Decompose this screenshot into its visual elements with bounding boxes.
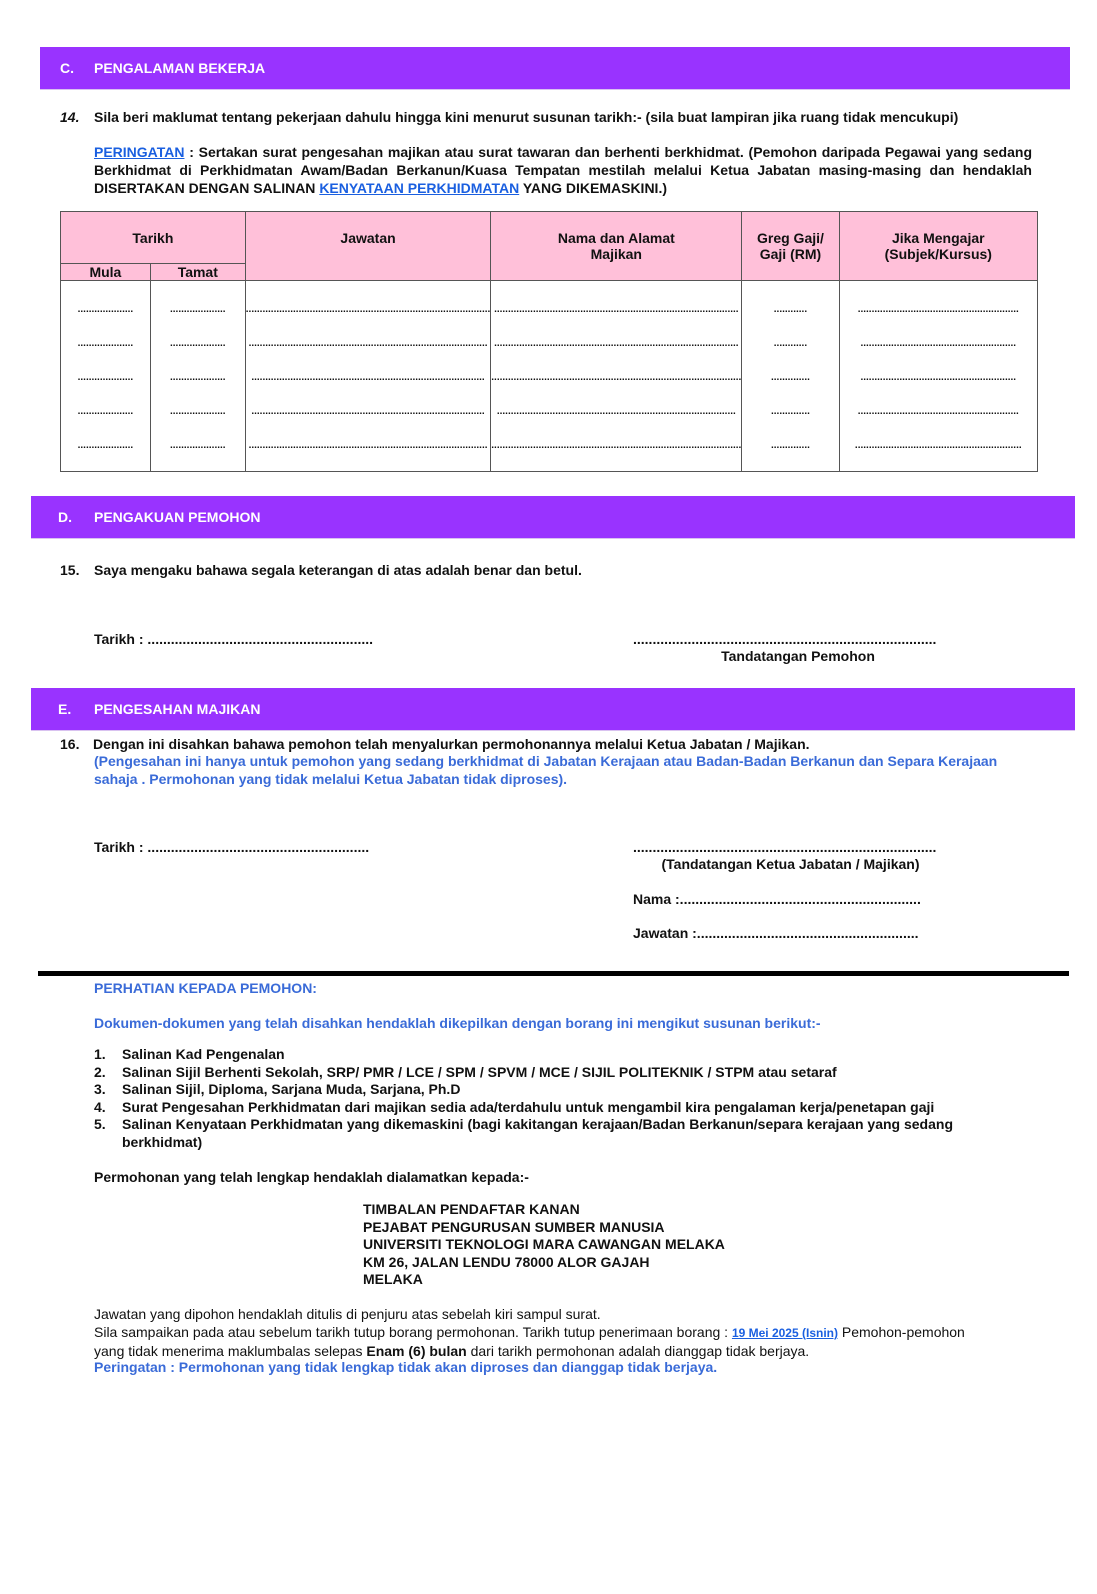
list-number: 2. (94, 1063, 106, 1080)
section-c-header (40, 47, 1070, 89)
header-tamat: Tamat (150, 264, 245, 281)
employer-signature-line[interactable]: .............................................................................. (633, 839, 937, 855)
deadline-paragraph (94, 1323, 984, 1360)
list-item (94, 1081, 1024, 1099)
question-number: 14. (60, 109, 80, 125)
header-mengajar: Jika Mengajar (Subjek/Kursus) (839, 212, 1037, 281)
deadline-text-end: dari tarikh permohonan adalah dianggap tidak berjaya. (466, 1343, 810, 1359)
envelope-note: Jawatan yang dipohon hendaklah ditulis di penjuru atas sebelah kiri sampul surat. (94, 1306, 601, 1322)
applicant-signature-line[interactable]: .............................................................................. (633, 631, 937, 647)
list-text: Salinan Kad Pengenalan (122, 1046, 285, 1062)
tamat-field[interactable]: .................... (170, 440, 226, 451)
mula-field[interactable]: .................... (77, 338, 134, 349)
peringatan-link[interactable]: PERINGATAN (94, 144, 185, 160)
header-mula: Mula (61, 264, 151, 281)
address-intro: Permohonan yang telah lengkap hendaklah dialamatkan kepada:- (94, 1169, 529, 1185)
applicant-date-field[interactable]: Tarikh : .......................................................... (94, 631, 374, 647)
employer-name-field[interactable]: Nama :.............................................................. (633, 891, 921, 907)
header-gaji: Greg Gaji/ Gaji (RM) (742, 212, 839, 281)
list-item (94, 1064, 1024, 1082)
list-number: 5. (94, 1116, 106, 1132)
majikan-field[interactable]: ...................................................................................... (496, 406, 736, 417)
list-text: Salinan Sijil, Diploma, Sarjana Muda, Sarjana, Ph.D (122, 1081, 461, 1097)
question-number: 15. (60, 562, 80, 578)
warning-paragraph (94, 143, 1032, 197)
section-title: PENGALAMAN BEKERJA (94, 60, 266, 76)
mula-column (61, 281, 151, 472)
jawatan-field[interactable]: .................................................................................... (251, 406, 485, 417)
warning-text: : Sertakan surat pengesahan majikan atau surat tawaran dan berhenti berkhidmat. (Pemohon daripada Pegawai yang sedang Berkhidmat di Perkhidmatan Awam/Badan Berkanun/Kuasa Tempatan mestilah melalui Ketua Jabatan masing-masing dan hendaklah DISERTAKAN DENGAN SALINAN (94, 144, 1032, 196)
address-line: KM 26, JALAN LENDU 78000 ALOR GAJAH (363, 1253, 650, 1270)
mula-field[interactable]: .................... (77, 372, 134, 383)
list-number: 4. (94, 1098, 106, 1115)
majikan-field[interactable]: ........................................................................................ (494, 304, 739, 315)
list-text: Salinan Kenyataan Perkhidmatan yang dikemaskini (bagi kakitangan kerajaan/Badan Berkanun/separa kerajaan yang sedang berkhidmat) (122, 1116, 953, 1150)
mula-field[interactable]: .................... (77, 406, 134, 417)
tamat-field[interactable]: .................... (170, 372, 226, 383)
question-16-note: (Pengesahan ini hanya untuk pemohon yang sedang berkhidmat di Jabatan Kerajaan atau Badan-Badan Berkanun dan Separa Kerajaan sahaja . Permohonan yang tidak melalui Ketua Jabatan tidak diproses). (94, 753, 998, 787)
section-letter: C. (60, 60, 74, 76)
mengajar-field[interactable]: ........................................................ (860, 372, 1017, 383)
warning-text-end: YANG DIKEMASKINI.) (519, 180, 668, 196)
question-16-text: Dengan ini disahkan bahawa pemohon telah menyalurkan permohonannya melalui Ketua Jabatan / Majikan. (93, 736, 810, 752)
list-number: 1. (94, 1046, 106, 1062)
tamat-field[interactable]: .................... (170, 406, 226, 417)
question-number: 16. (60, 736, 80, 752)
duration-text: Enam (6) bulan (366, 1343, 467, 1359)
jawatan-field[interactable]: ...................................................................................... (248, 338, 488, 349)
header-majikan: Nama dan Alamat Majikan (491, 212, 742, 281)
employer-signature-label: (Tandatangan Ketua Jabatan / Majikan) (661, 856, 920, 872)
deadline-text: Sila sampaikan pada atau sebelum tarikh tutup borang permohonan. Tarikh tutup penerimaan borang : (94, 1324, 732, 1340)
mailing-address (363, 1201, 725, 1289)
list-number: 3. (94, 1081, 106, 1097)
address-line: TIMBALAN PENDAFTAR KANAN (363, 1201, 580, 1217)
jawatan-field[interactable]: .................................................................................... (251, 372, 485, 383)
section-title: PENGESAHAN MAJIKAN (94, 701, 261, 717)
header-tarikh: Tarikh (61, 212, 246, 264)
gaji-field[interactable]: ............ (773, 304, 808, 315)
address-line: PEJABAT PENGURUSAN SUMBER MANUSIA (363, 1218, 665, 1235)
tamat-column (150, 281, 245, 472)
notice-intro: Dokumen-dokumen yang telah disahkan hendaklah dikepilkan dengan borang ini mengikut susunan berikut:- (94, 1015, 821, 1031)
kenyataan-perkhidmatan-link[interactable]: KENYATAAN PERKHIDMATAN (319, 180, 520, 196)
majikan-field[interactable]: .......................................................................................... (491, 372, 742, 383)
mula-field[interactable]: .................... (77, 440, 134, 451)
section-title: PENGAKUAN PEMOHON (94, 509, 261, 525)
list-item (94, 1099, 1024, 1117)
jawatan-field[interactable]: ........................................................................................ (245, 304, 491, 315)
tamat-field[interactable]: .................... (170, 304, 226, 315)
applicant-signature-label: Tandatangan Pemohon (721, 648, 875, 664)
mengajar-field[interactable]: ........................................................ (860, 338, 1017, 349)
list-item (94, 1046, 1024, 1064)
section-letter: D. (58, 509, 72, 525)
gaji-field[interactable]: .............. (770, 372, 810, 383)
majikan-field[interactable]: .......................................................................................... (491, 440, 742, 451)
work-experience-table (60, 211, 1038, 472)
final-warning: Peringatan : Permohonan yang tidak lengkap tidak akan diproses dan dianggap tidak berjaya. (94, 1359, 718, 1375)
majikan-field[interactable]: ........................................................................................ (494, 338, 739, 349)
list-text: Salinan Sijil Berhenti Sekolah, SRP/ PMR / LCE / SPM / SPVM / MCE / SIJIL POLITEKNIK / STPM atau setaraf (122, 1063, 837, 1080)
section-letter: E. (58, 701, 72, 717)
majikan-column (491, 281, 742, 472)
notice-heading: PERHATIAN KEPADA PEMOHON: (94, 980, 317, 996)
gaji-field[interactable]: .............. (770, 406, 810, 417)
section-e-header (31, 688, 1075, 730)
tamat-field[interactable]: .................... (170, 338, 226, 349)
gaji-field[interactable]: ............ (773, 338, 808, 349)
section-divider (38, 971, 1069, 976)
mengajar-column (839, 281, 1037, 472)
header-jawatan: Jawatan (245, 212, 491, 281)
gaji-field[interactable]: .............. (770, 440, 810, 451)
question-15-text: Saya mengaku bahawa segala keterangan di atas adalah benar dan betul. (94, 562, 582, 578)
mengajar-field[interactable]: ............................................................ (854, 440, 1022, 451)
jawatan-column (245, 281, 491, 472)
address-line: UNIVERSITI TEKNOLOGI MARA CAWANGAN MELAKA (363, 1236, 725, 1252)
required-documents-list (94, 1046, 1024, 1151)
employer-position-field[interactable]: Jawatan :......................................................... (633, 925, 919, 941)
section-d-header (31, 496, 1075, 538)
jawatan-field[interactable]: ...................................................................................... (248, 440, 488, 451)
mula-field[interactable]: .................... (77, 304, 134, 315)
list-text: Surat Pengesahan Perkhidmatan dari majikan sedia ada/terdahulu untuk mengambil kira pengalaman kerja/penetapan gaji (122, 1098, 935, 1115)
question-14-text: Sila beri maklumat tentang pekerjaan dahulu hingga kini menurut susunan tarikh:- (sila buat lampiran jika ruang tidak mencukupi) (94, 109, 959, 125)
deadline-date-link[interactable]: 19 Mei 2025 (Isnin) (731, 1326, 838, 1340)
gaji-column (742, 281, 839, 472)
address-line: MELAKA (363, 1271, 423, 1287)
list-item (94, 1116, 1024, 1151)
deadline-text-continued: Pemohon-pemohon yang tidak menerima maklumbalas selepas (94, 1324, 965, 1359)
employer-date-field[interactable]: Tarikh : ......................................................... (94, 839, 370, 855)
mengajar-field[interactable]: .......................................................... (857, 406, 1019, 417)
mengajar-field[interactable]: .......................................................... (857, 304, 1019, 315)
